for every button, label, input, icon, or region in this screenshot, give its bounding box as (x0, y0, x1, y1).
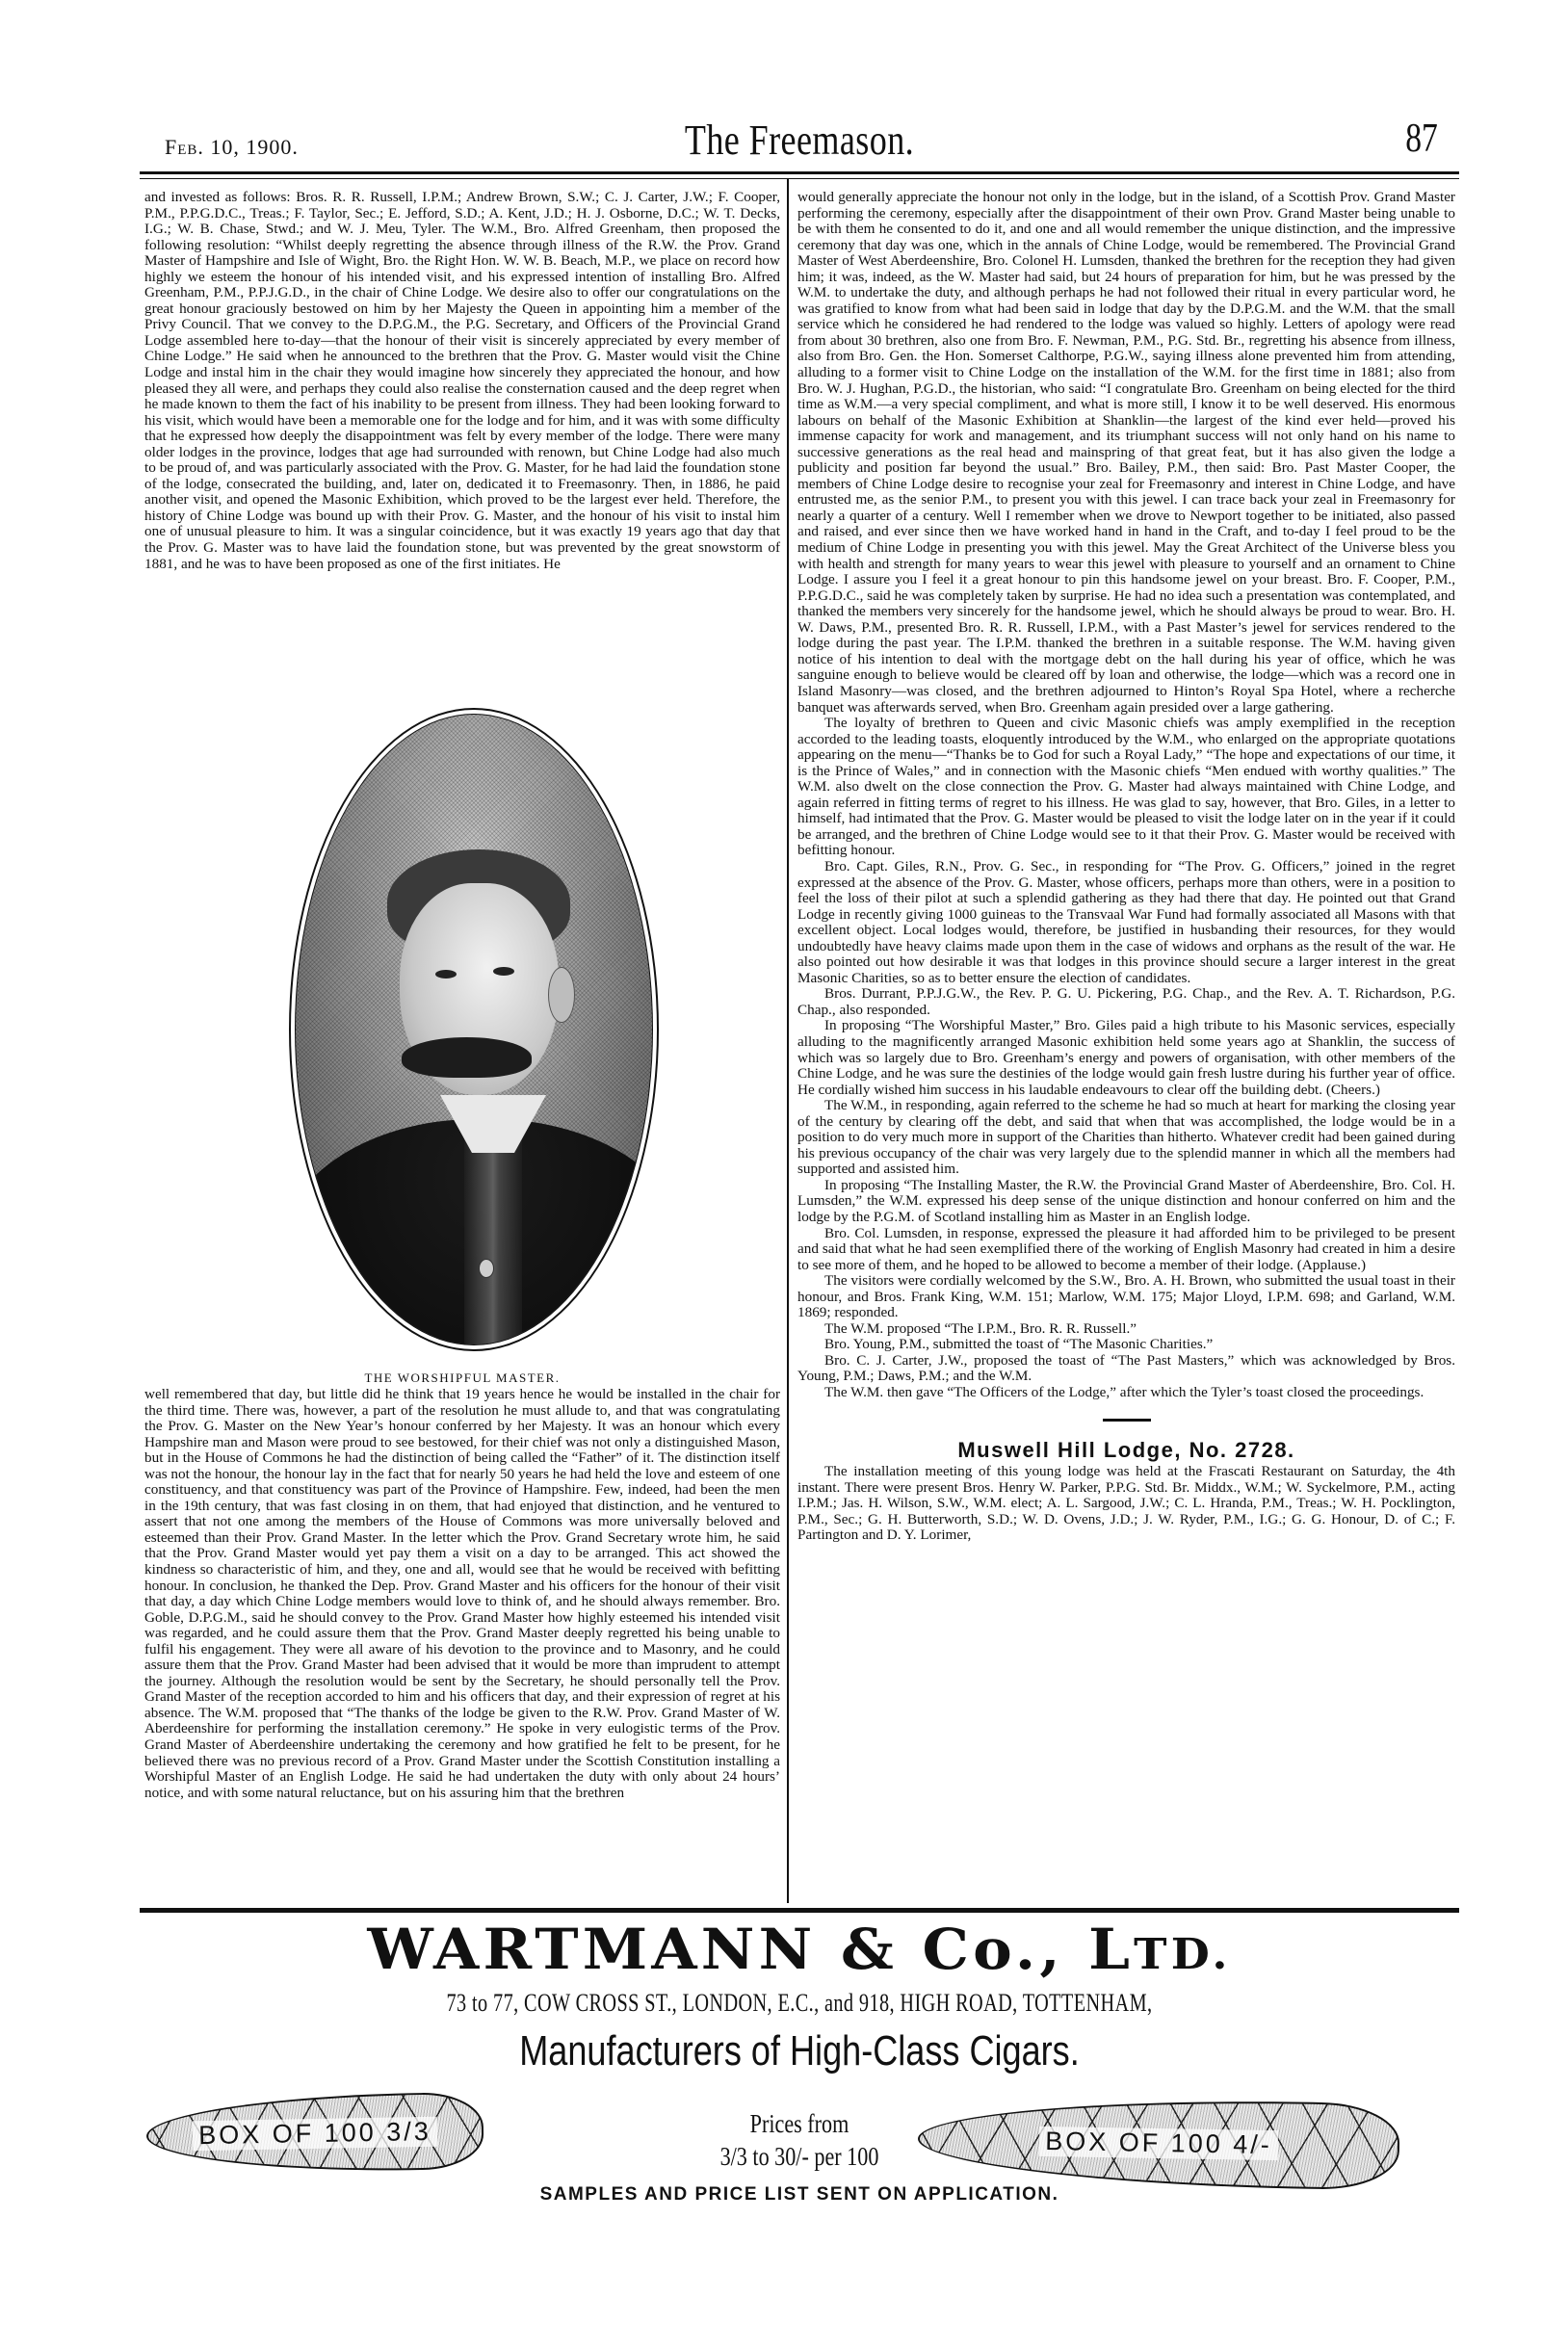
article-paragraph: In proposing “The Installing Master, the R.W. the Provincial Grand Master of Aberdeenshire, Bro. Col. H. Lumsden,” the W.M. expressed his deep sense of the unique distinction and honour conferred on him and the lodge by the P.G.M. of Scotland installing him as Master in an English lodge. (797, 1176, 1455, 1225)
section-separator-rule (1103, 1419, 1151, 1422)
article-paragraph: Bro. C. J. Carter, J.W., proposed the toast of “The Past Masters,” which was acknowledged by Bros. Young, P.M.; Daws, P.M.; and the W.M. (797, 1351, 1455, 1385)
article-paragraph: would generally appreciate the honour not only in the lodge, but in the island, of a Scottish Prov. Grand Master performing the ceremony, especially after the disappointment of their own Prov. Grand Master being unable to be with them he consented to do it, and one and all would remember the unique distinction, and the impressive ceremony that day was one, which in the annals of Chine Lodge, would be remembered. The Provincial Grand Master of West Aberdeenshire, Bro. Colonel H. Lumsden, thanked the brethren for the reception they had given him; it was, indeed, as the W. Master had said, but 24 hours of preparation for him, but he was pressed by the W.M. to undertake the duty, and although perhaps he had not followed their ritual in every particular word, he was gratified to know from what had been said in lodge that day by the D.P.G.M. and the W.M. that the small service which he considered he had rendered to the lodge was valued so highly. Letters of apology were read from about 30 brethren, also one from Bro. F. Newman, P.M., P.G. Std. Br., regretting his absence from illness, also from Bro. Gen. the Hon. Somerset Calthorpe, P.G.W., saying illness alone prevented him from attending, alluding to a former visit to Chine Lodge on the installation of the W.M. for the first time in 1881; also from Bro. W. J. Hughan, P.G.D., the historian, who said: “I congratulate Bro. Greenham on being elected for the third time as W.M.—a very special compliment, and what is more still, I know it to be well deserved. His enormous labours on behalf of the Masonic Exhibition at Shanklin—the largest of the kind ever held—proved his immense capacity for work and management, and its triumphant success will not only hand on his name to successive generations as the real head and mainspring of that great feat, but it has also given the lodge a publicity and position far beyond the usual.” Bro. Bailey, P.M., then said: Bro. Past Master Cooper, the members of Chine Lodge desire to recognise your zeal for Freemasonry and interest in Chine Lodge, and have entrusted me, as the senior P.M., to present you with this jewel. I can trace back your zeal in Freemasonry for nearly a quarter of a century. Well I remember when we drove to Newport together to be initiated, also passed and raised, and ever since then we have worked hand in hand in the Craft, and to-day I feel proud to be the medium of Chine Lodge in presenting you with this jewel. May the Great Architect of the Universe bless you with health and strength for many years to wear this jewel with pleasure to yourself and an ornament to Chine Lodge. I assure you I feel it a great honour to pin this handsome jewel on your breast. Bro. F. Cooper, P.M., P.P.G.D.C., said he was completely taken by surprise. He had no idea such a presentation was contemplated, and thanked the members very sincerely for the handsome jewel, which he should always be proud to wear. Bro. H. W. Daws, P.M., presented Bro. R. R. Russell, I.P.M., with a Past Master’s jewel for services rendered to the lodge during the past year. The I.P.M. thanked the brethren in a suitable response. The W.M. having given notice of his intention to deal with the mortgage debt on the hall during his year of office, which he was sanguine enough to believe would be cleared off by loan and otherwise, the lodge—which was a record one in Island Masonry—was closed, and the brethren adjourned to Hinton’s Royal Spa Hotel, where a recherche banquet was afterwards served, when Bro. Greenham again presided over a large gathering. (797, 189, 1455, 716)
article-paragraph: The W.M., in responding, again referred to the scheme he had so much at heart for marking the closing year of the century by clearing off the debt, and said that when that was accomplished, the lodge would be in a position to do very much more in support of the Charities than hitherto. Whatever credit had been gained during his previous occupancy of the chair was very largely due to the splendid manner in which all the members had supported and assisted him. (797, 1097, 1455, 1178)
article-paragraph: well remembered that day, but little did he think that 19 years hence he would be installed in the chair for the third time. There was, however, a part of the resolution he must allude to, and that was congratulating the Prov. G. Master on the New Year’s honour conferred by her Majesty. It was an honour which every Hampshire man and Mason were proud to see bestowed, for their chief was not only a distinguished Mason, but in the House of Commons he had the distinction of being called the “Father” of it. The distinction itself was not the honour, the honour lay in the fact that for nearly 50 years he had held the love and esteem of one constituency, and that constituency was part of the Province of Hampshire. Few, indeed, had been the men in the 19th century, that was fast closing in on them, that had enjoyed that distinction, and he ventured to assert that not one among the members of the House of Commons was more universally beloved and esteemed than their Prov. Grand Master. In the letter which the Prov. Grand Secretary wrote him, he said that the Prov. Grand Master would yet pay them a visit on a day to be arranged. This act showed the kindness so characteristic of him, and they, one and all, would see that he would be received with befitting honour. In conclusion, he thanked the Dep. Prov. Grand Master and his officers for the honour of their visit that day, a day which Chine Lodge members would love to think of, and he should always remember. Bro. Goble, D.P.G.M., said he should convey to the Prov. Grand Master how highly esteemed his intended visit was regarded, and he could assure them that the Prov. Grand Master deeply regretted his being unable to fulfil his engagement. They were all aware of his devotion to the province and to Masonry, and he could assure them that the Prov. Grand Master had been advised that it would be more than imprudent to attempt the journey. Although the resolution would be sent by the Secretary, he should personally tell the Prov. Grand Master of the reception accorded to him and his officers that day, and their expression of regret at his absence. The W.M. proposed that “The thanks of the lodge be given to the R.W. Prov. Grand Master of W. Aberdeenshire for performing the installation ceremony.” He spoke in very eulogistic terms of the Prov. Grand Master of Aberdeenshire undertaking the ceremony and how gratified he felt to be present, for he believed there was no previous record of a Prov. Grand Master under the Scottish Constitution installing a Worshipful Master of an English Lodge. He said he had undertaken the duty with only about 24 hours’ notice, and with some natural reluctance, but on his assuring him that the brethren (144, 1386, 780, 1801)
advertiser-name-main: WARTMANN & Co., L (367, 1917, 1135, 1982)
portrait-caption: THE WORSHIPFUL MASTER. (364, 1370, 561, 1385)
right-column (797, 190, 1455, 1544)
portrait-eye-right (493, 967, 514, 976)
cigar-label: BOX OF 100 3/3 (193, 2116, 437, 2150)
advertiser-tagline: Manufacturers of High-Class Cigars. (519, 2027, 1080, 2075)
portrait-shirt-front (464, 1138, 522, 1345)
portrait-shirt-stud (479, 1259, 494, 1278)
article-paragraph: The installation meeting of this young lodge was held at the Frascati Restaurant on Saturday, the 4th instant. There were present Bros. Henry W. Parker, P.P.G. Std. Br. Middx., W.M.; W. Syckelmore, P.M., acting I.P.M.; Jas. H. Wilson, S.W., W.M. elect; A. L. Sargood, J.W.; C. L. Hranda, P.M., Treas.; W. H. Pocklington, P.M., Sec.; G. H. Butterworth, S.D.; W. D. Ovens, J.D.; J. W. Ryder, P.M., I.G.; G. G. Honour, D. of C.; F. Partington and D. Y. Lorimer, (797, 1463, 1455, 1544)
advertiser-address: 73 to 77, COW CROSS ST., LONDON, E.C., and 918, HIGH ROAD, TOTTENHAM, (446, 1989, 1153, 2017)
portrait-eye-left (435, 970, 457, 979)
cigar-illustration-right (917, 2096, 1399, 2191)
article-paragraph: Bros. Durrant, P.P.J.G.W., the Rev. P. G. U. Pickering, P.G. Chap., and the Rev. A. T. Richardson, P.G. Chap., also responded. (797, 985, 1455, 1018)
price-range-value: 3/3 to 30/- per 100 (719, 2142, 879, 2171)
issue-date: Feb. 10, 1900. (165, 135, 299, 159)
article-paragraph: Bro. Capt. Giles, R.N., Prov. G. Sec., in responding for “The Prov. G. Officers,” joined in the regret expressed at the absence of the Prov. G. Master, whose officers, perhaps more than others, were in a position to feel the loss of their pilot at such a splendid gathering as they had there that day. He pointed out that Grand Lodge in recently giving 1000 guineas to the Transvaal War Fund had formally associated all Masons with that excellent object. Local lodges would, therefore, be justified in husbanding their resources, for they would undoubtedly have heavy claims made upon them in the case of widows and orphans as the result of the war. He also pointed out how desirable it was that lodges in this province should secure a larger interest in the great Masonic Charities, so as to better ensure the election of candidates. (797, 857, 1455, 986)
advertiser-name (107, 1919, 1493, 1985)
portrait-ear (548, 967, 575, 1023)
section-heading: Muswell Hill Lodge, No. 2728. (957, 1437, 1295, 1462)
portrait-oval-frame (289, 708, 659, 1351)
portrait-engraving (295, 714, 653, 1345)
masthead-double-rule (140, 171, 1459, 179)
advertiser-name-suffix: TD. (1134, 1930, 1232, 1979)
price-range (669, 2107, 930, 2173)
article-paragraph: The visitors were cordially welcomed by the S.W., Bro. A. H. Brown, who submitted the usual toast in their honour, and Bros. Frank King, W.M. 151; Marlow, W.M. 175; Major Lloyd, I.P.M. 698; and Garland, W.M. 1869; responded. (797, 1272, 1455, 1321)
left-column-bottom (144, 1387, 780, 1801)
cigar-label: BOX OF 100 4/- (1039, 2126, 1278, 2159)
portrait-figure (289, 708, 661, 1353)
article-paragraph: Bro. Young, P.M., submitted the toast of “The Masonic Charities.” (824, 1336, 1214, 1353)
article-paragraph: and invested as follows: Bros. R. R. Russell, I.P.M.; Andrew Brown, S.W.; C. J. Carter, J.W.; F. Cooper, P.M., P.P.G.D.C., Treas.; F. Taylor, Sec.; E. Jefford, S.D.; A. Kent, J.D.; H. J. Osborne, D.C.; W. T. Decks, I.G.; W. B. Chase, Stwd.; and W. J. Meu, Tyler. The W.M., Bro. Alfred Greenham, then proposed the following resolution: “Whilst deeply regretting the absence through illness of the R.W. the Prov. Grand Master of Hampshire and Isle of Wight, Bro. the Right Hon. W. W. B. Beach, M.P., we place on record how highly we esteem the honour of his intended visit, and his expressed intention of installing Bro. Alfred Greenham, P.M., P.P.J.G.D., in the chair of Chine Lodge. We desire also to offer our congratulations on the great honour graciously bestowed on him by her Majesty the Queen in appointing him a member of the Privy Council. That we convey to the D.P.G.M., the P.G. Secretary, and Officers of the Provincial Grand Lodge assembled here to-day—that the honour of their visit is sincerely appreciated by every member of Chine Lodge.” He said when he announced to the brethren that the Prov. G. Master would visit the Chine Lodge and instal him in the chair they would imagine how sincerely they appreciated the honour, and how pleased they all were, and perhaps they could also realise the consternation caused and the deep regret when he made known to them the fact of his inability to be present from illness. They had been looking forward to his visit, which would have been a memorable one for the lodge and for him, and it was with some difficulty that he expressed how deeply the disappointment was felt by every member of the lodge. There were many older lodges in the province, lodges that age had surrounded with renown, but Chine Lodge had also much to be proud of, and was particularly associated with the Prov. G. Master, for he had laid the foundation stone of the lodge, consecrated the building, and, later on, dedicated it to Freemasonry. Then, in 1886, he paid another visit, and opened the Masonic Exhibition, which proved to be the largest ever held. Therefore, the history of Chine Lodge was bound up with their Prov. G. Master, and the honour of his visit to instal him one of unusual pleasure to him. It was a singular coincidence, but it was exactly 19 years ago that day that the Prov. G. Master was to have laid the foundation stone, but was prevented by the great snowstorm of 1881, and he was to have been proposed as one of the first initiates. He (144, 189, 780, 572)
page-number: 87 (1405, 117, 1438, 161)
price-range-label: Prices from (749, 2109, 849, 2138)
cigar-illustration-left (145, 2092, 483, 2175)
advertisement-footer: SAMPLES AND PRICE LIST SENT ON APPLICATION. (539, 2184, 1059, 2205)
masthead (140, 114, 1459, 171)
column-divider (787, 179, 789, 1903)
article-paragraph: The loyalty of brethren to Queen and civic Masonic chiefs was amply exemplified in the reception accorded to the leading toasts, eloquently introduced by the W.M., who enlarged on the appropriate quotations appearing on the menu—“Thanks be to God for such a Royal Lady,” “The hope and expectations of our time, it is the Prince of Wales,” and in connection with the Masonic chiefs “Men endued with worthy qualities.” The W.M. also dwelt on the close connection the Prov. G. Master had always maintained with Chine Lodge, and again referred in fitting terms of regret to his illness. He was glad to say, however, that Bro. Giles, in a letter to himself, had intimated that the Prov. G. Master would be pleased to visit the lodge later on in the year if it could be arranged, and the brethren of Chine Lodge would see to it that their Prov. G. Master would be received with befitting honour. (797, 715, 1455, 859)
article-paragraph: Bro. Col. Lumsden, in response, expressed the pleasure it had afforded him to be privileged to be present and said that what he had seen exemplified there of the working of English Masonry had created in him a desire to see more of them, and he hoped to be allowed to become a member of their lodge. (Applause.) (797, 1224, 1455, 1273)
portrait-mustache (402, 1037, 532, 1078)
advertisement-top-rule (140, 1908, 1459, 1913)
article-paragraph: In proposing “The Worshipful Master,” Bro. Giles paid a high tribute to his Masonic services, especially alluding to the magnificently arranged Masonic exhibition held some years ago at Shanklin, the success of which was so largely due to Bro. Greenham’s energy and powers of organisation, with other members of the Chine Lodge, and he was sure the destinies of the lodge would gain fresh lustre during his further year of office. He cordially wished him success in his laudable endeavours to clear off the building debt. (Cheers.) (797, 1017, 1455, 1098)
article-paragraph: The W.M. then gave “The Officers of the Lodge,” after which the Tyler’s toast closed the proceedings. (824, 1384, 1424, 1401)
article-paragraph: The W.M. proposed “The I.P.M., Bro. R. R. Russell.” (824, 1319, 1137, 1337)
left-column-top (144, 190, 780, 572)
publication-title: The Freemason. (684, 117, 915, 164)
